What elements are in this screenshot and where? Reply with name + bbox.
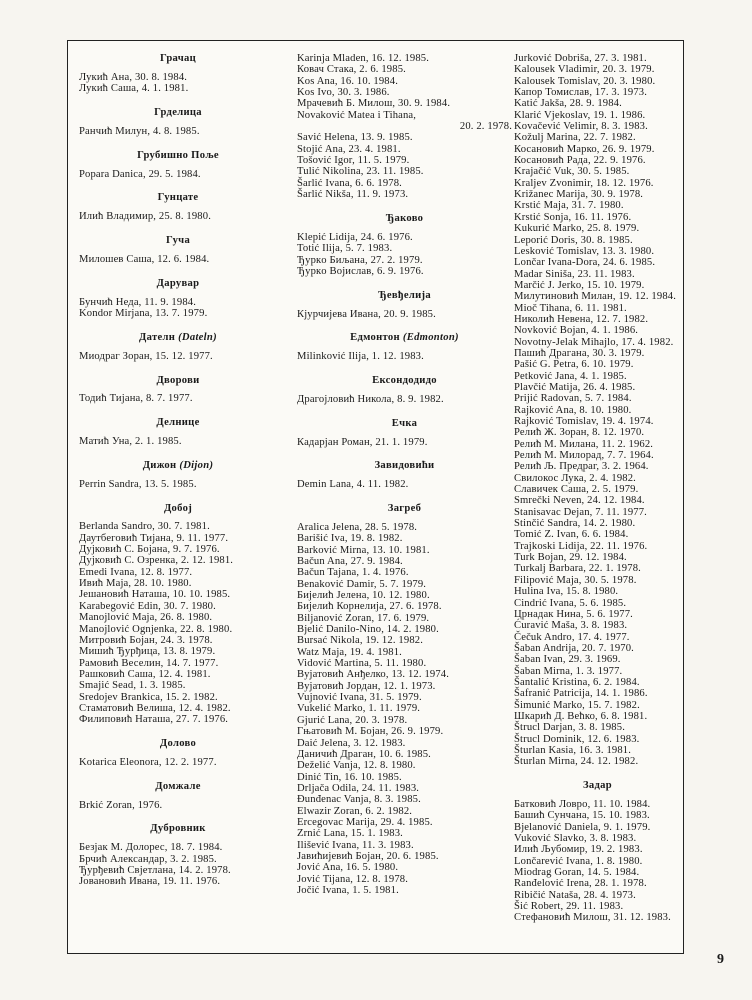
name-entry: Novković Bojan, 4. 1. 1986. xyxy=(514,325,639,337)
place-name: Дижон xyxy=(142,459,177,471)
name-entry: Manojlović Maja, 26. 8. 1980. xyxy=(79,612,213,624)
name-entry: Пашић Драгана, 30. 3. 1979. xyxy=(514,347,645,359)
name-entry: Rajković Tomislav, 19. 4. 1974. xyxy=(514,416,654,427)
name-entry: Ђурђевић Свјетлана, 14. 2. 1978. xyxy=(79,865,231,876)
name-entry: Милутиновић Милан, 19. 12. 1984. xyxy=(514,291,677,303)
name-entry: Daić Jelena, 3. 12. 1983. xyxy=(297,737,406,749)
name-entry: Kondor Mirjana, 13. 7. 1979. xyxy=(79,307,208,319)
name-entry: Стефановић Милош, 31. 12. 1983. xyxy=(514,912,671,924)
name-entry: Čečuk Andro, 17. 4. 1977. xyxy=(514,631,630,643)
name-entry: Рамовић Веселин, 14. 7. 1977. xyxy=(79,657,219,669)
name-entry: Kožulj Marina, 22. 7. 1982. xyxy=(514,132,636,144)
name-entry: Šturlan Kasia, 16. 3. 1981. xyxy=(514,744,632,756)
name-entry: Bačun Tajana, 1. 4. 1976. xyxy=(297,567,409,579)
place-name: Грубишно Поље xyxy=(137,149,219,161)
name-entry: Pašić G. Petra, 6. 10. 1979. xyxy=(514,359,634,371)
place-name: Гуча xyxy=(165,235,191,247)
name-entry: Savić Helena, 13. 9. 1985. xyxy=(297,132,413,144)
name-entry: Црнадак Нина, 5. 6. 1977. xyxy=(514,608,633,620)
place-name: Ђевђелија xyxy=(378,289,431,301)
place-name: Делнице xyxy=(156,417,200,429)
name-entry: Šturlan Mirna, 24. 12. 1982. xyxy=(514,756,639,768)
name-entry: Ђуркo Биљана, 27. 2. 1979. xyxy=(297,254,423,266)
name-entry: Klepić Lidija, 24. 6. 1976. xyxy=(297,231,413,243)
name-entry: Trajkoski Lidija, 22. 11. 1976. xyxy=(514,540,648,552)
name-entry: Јовановић Ивана, 19. 11. 1976. xyxy=(79,876,221,888)
name-entry: Филиповић Наташа, 27. 7. 1976. xyxy=(79,714,229,726)
name-entry: Кјурчијева Ивана, 20. 9. 1985. xyxy=(297,308,436,320)
place-heading xyxy=(79,53,277,64)
name-entry: Лукић Саша, 4. 1. 1981. xyxy=(79,83,189,95)
name-entry: Aralica Jelena, 28. 5. 1978. xyxy=(297,521,418,533)
name-entry: Šić Robert, 29. 11. 1983. xyxy=(514,901,624,913)
name-entry: Watz Maja, 19. 4. 1981. xyxy=(297,646,402,658)
name-entry: 20. 2. 1978. xyxy=(459,121,512,133)
name-entry: Šaban Ivan, 29. 3. 1969. xyxy=(514,654,621,666)
name-entry: Deželić Vanja, 12. 8. 1980. xyxy=(297,760,416,772)
name-entry: Мишић Ђурђица, 13. 8. 1979. xyxy=(79,646,216,658)
name-entry: Гњатовић М. Бојан, 26. 9. 1979. xyxy=(297,726,444,738)
name-entry: Vidović Martina, 5. 11. 1980. xyxy=(297,658,427,670)
name-entry: Turkalj Barbara, 22. 1. 1978. xyxy=(514,563,641,575)
name-entry: Ćuravić Maša, 3. 8. 1983. xyxy=(514,620,628,632)
name-entry: Gjurić Lana, 20. 3. 1978. xyxy=(297,714,408,726)
name-entry: Тодић Тијана, 8. 7. 1977. xyxy=(79,393,193,405)
place-heading xyxy=(79,192,277,203)
name-entry: Tulić Nikolina, 23. 11. 1985. xyxy=(297,166,424,178)
name-entry: Biljanović Zoran, 17. 6. 1979. xyxy=(297,612,430,624)
place-heading xyxy=(297,418,512,429)
place-heading xyxy=(79,332,277,343)
place-heading xyxy=(514,780,681,791)
name-entry: Berlanda Sandro, 30. 7. 1981. xyxy=(79,521,210,533)
name-entry: Релић М. Милорад, 7. 7. 1964. xyxy=(514,450,654,462)
place-heading xyxy=(79,738,277,749)
place-heading xyxy=(79,278,277,289)
name-entry: Perrin Sandra, 13. 5. 1985. xyxy=(79,478,197,490)
place-name: Загреб xyxy=(387,503,422,515)
name-entry: Štrucl Dominik, 12. 6. 1983. xyxy=(514,733,640,745)
name-entry: Karabegović Edin, 30. 7. 1980. xyxy=(79,600,216,612)
place-heading xyxy=(297,332,512,343)
name-entry: Vuković Slavko, 3. 8. 1983. xyxy=(514,833,637,845)
name-entry: Kraljev Zvonimir, 18. 12. 1976. xyxy=(514,177,654,189)
name-entry: Vujnović Ivana, 31. 5. 1979. xyxy=(297,692,422,704)
name-entry: Filipović Maja, 30. 5. 1978. xyxy=(514,574,637,586)
place-name: Завидовићи xyxy=(374,460,435,472)
place-name: Домжале xyxy=(155,780,201,792)
name-entry: Krajačić Vuk, 30. 5. 1985. xyxy=(514,166,630,178)
name-entry: Vukelić Marko, 1. 11. 1979. xyxy=(297,703,421,715)
name-entry: Marčić J. Jerko, 15. 10. 1979. xyxy=(514,279,645,291)
name-entry: Башић Сунчана, 15. 10. 1983. xyxy=(514,810,650,822)
name-entry: Стаматовић Велиша, 12. 4. 1982. xyxy=(79,702,231,714)
name-entry: Leporić Doris, 30. 8. 1985. xyxy=(514,234,633,246)
place-name: Добој xyxy=(163,502,193,514)
name-entry: Brkić Zoran, 1976. xyxy=(79,799,163,811)
name-entry: Milinković Ilija, 1. 12. 1983. xyxy=(297,351,424,363)
place-name: Дарувар xyxy=(156,277,200,289)
name-entry: Hulina Iva, 15. 8. 1980. xyxy=(514,586,619,598)
name-entry: Totić Ilija, 5. 7. 1983. xyxy=(297,243,393,255)
name-entry: Katić Jakša, 28. 9. 1984. xyxy=(514,98,622,110)
name-entry: Đunđenac Vanja, 8. 3. 1985. xyxy=(297,794,421,806)
name-entry: Smajić Sead, 1. 3. 1985. xyxy=(79,680,186,692)
name-entry: Mioč Tihana, 6. 11. 1981. xyxy=(514,302,627,314)
name-entry: Popara Danica, 29. 5. 1984. xyxy=(79,168,201,180)
place-name: Дубровник xyxy=(150,823,206,835)
name-entry: Николић Невена, 12. 7. 1982. xyxy=(514,313,649,325)
name-entry: Матић Уна, 2. 1. 1985. xyxy=(79,436,182,448)
name-entry: Дујковић С. Бојана, 9. 7. 1976. xyxy=(79,544,220,556)
name-entry: Madar Siniša, 23. 11. 1983. xyxy=(514,268,635,280)
name-entry: Cindrić Ivana, 5. 6. 1985. xyxy=(514,597,627,609)
name-entry: Брчић Александар, 3. 2. 1985. xyxy=(79,853,217,865)
place-heading xyxy=(297,290,512,301)
name-entry: Релић М. Милана, 11. 2. 1962. xyxy=(514,438,654,450)
name-entry: Bjelić Danilo-Nino, 14. 2. 1980. xyxy=(297,624,439,636)
name-entry: Smrečki Neven, 24. 12. 1984. xyxy=(514,495,645,507)
name-entry: Stinčić Sandra, 14. 2. 1980. xyxy=(514,518,636,530)
name-entry: Бијелић Корнелија, 27. 6. 1978. xyxy=(297,601,442,613)
place-heading xyxy=(297,213,512,224)
page-frame xyxy=(67,40,684,954)
name-entry: Безјак М. Долорес, 18. 7. 1984. xyxy=(79,842,223,854)
place-heading xyxy=(79,460,277,471)
name-entry: Turk Bojan, 29. 12. 1984. xyxy=(514,552,627,564)
place-heading xyxy=(79,150,277,161)
name-entry: Lončar Ivana-Dora, 24. 6. 1985. xyxy=(514,257,656,269)
name-entry: Ивић Маја, 28. 10. 1980. xyxy=(79,578,192,590)
name-entry: Бијелић Јелена, 10. 12. 1980. xyxy=(297,590,430,602)
name-entry: Šaban Andrija, 20. 7. 1970. xyxy=(514,642,634,654)
name-entry: Elwazir Zoran, 6. 2. 1982. xyxy=(297,805,413,817)
place-name: Дворови xyxy=(156,374,200,386)
name-entry: Stojić Ana, 23. 4. 1981. xyxy=(297,143,401,155)
place-latin-name: (Dateln) xyxy=(178,331,217,343)
place-heading xyxy=(79,235,277,246)
name-entry: Милошев Саша, 12. 6. 1984. xyxy=(79,253,210,265)
place-name: Долово xyxy=(159,738,197,750)
place-name: Ечка xyxy=(391,417,418,429)
name-entry: Свилокос Лука, 2. 4. 1982. xyxy=(514,472,636,484)
name-entry: Bjelanović Daniela, 9. 1. 1979. xyxy=(514,821,651,833)
place-name: Едмонтон xyxy=(350,332,400,344)
place-heading xyxy=(79,503,277,514)
name-entry: Ribičić Nataša, 28. 4. 1973. xyxy=(514,889,636,901)
name-entry: Шкарић Д. Већко, 6. 8. 1981. xyxy=(514,710,648,722)
place-heading xyxy=(79,781,277,792)
place-heading xyxy=(79,375,277,386)
name-entry: Lončarević Ivana, 1. 8. 1980. xyxy=(514,855,643,867)
name-entry: Илић Љубомир, 19. 2. 1983. xyxy=(514,844,643,856)
name-entry: Kovačević Velimir, 8. 3. 1983. xyxy=(514,121,648,133)
name-entry: Даничић Драган, 10. 6. 1985. xyxy=(297,748,431,760)
name-entry: Jočić Ivana, 1. 5. 1981. xyxy=(297,884,399,896)
place-name: Грделица xyxy=(154,107,202,119)
name-entry: Вујатовић Анђелко, 13. 12. 1974. xyxy=(297,669,450,681)
name-entry: Šimunić Marko, 15. 7. 1982. xyxy=(514,699,640,711)
name-entry: Prijić Radovan, 5. 7. 1984. xyxy=(514,393,632,405)
place-latin-name: (Edmonton) xyxy=(402,332,459,344)
name-entry: Šaban Mirna, 1. 3. 1977. xyxy=(514,665,623,677)
name-entry: Petković Jana, 4. 1. 1985. xyxy=(514,370,627,382)
name-entry: Ercegovac Marija, 29. 4. 1985. xyxy=(297,816,433,828)
place-heading xyxy=(297,375,512,386)
name-entry: Manojlović Ognjenka, 22. 8. 1980. xyxy=(79,623,233,635)
name-entry: Šantalić Kristina, 6. 2. 1984. xyxy=(514,676,640,688)
name-entry: Drljača Odila, 24. 11. 1983. xyxy=(297,782,420,794)
name-entry: Релић Ж. Зоран, 8. 12. 1970. xyxy=(514,427,645,439)
place-name: Гунцате xyxy=(157,192,199,204)
name-entry: Митровић Бојан, 24. 3. 1978. xyxy=(79,634,213,646)
name-entry: Krstić Maja, 31. 7. 1980. xyxy=(514,200,624,212)
name-entry: Ђуркo Војислав, 6. 9. 1976. xyxy=(297,265,424,277)
place-name: Ђаково xyxy=(385,212,424,224)
name-entry: Karinja Mladen, 16. 12. 1985. xyxy=(297,53,430,64)
name-entry: Šarlić Ivana, 6. 6. 1978. xyxy=(297,177,402,189)
name-entry: Šarlić Nikša, 11. 9. 1973. xyxy=(297,189,409,201)
name-entry: Lesković Tomislav, 13. 3. 1980. xyxy=(514,245,655,257)
name-entry: Kotarica Eleonora, 12. 2. 1977. xyxy=(79,756,217,768)
name-entry: Novaković Matea i Tihana, xyxy=(297,109,417,121)
name-entry: Ковач Стака, 2. 6. 1985. xyxy=(297,64,406,76)
name-entry: Дујковић С. Озренка, 2. 12. 1981. xyxy=(79,555,234,567)
name-entry: Bačun Ana, 27. 9. 1984. xyxy=(297,556,403,567)
name-entry: Релић Љ. Предраг, 3. 2. 1964. xyxy=(514,461,649,473)
name-entry: Капор Томислав, 17. 3. 1973. xyxy=(514,87,648,99)
name-entry: Tomić Z. Ivan, 6. 6. 1984. xyxy=(514,529,629,541)
place-latin-name: (Dijon) xyxy=(179,459,214,471)
name-entry: Barišić Iva, 19. 8. 1982. xyxy=(297,533,403,545)
name-entry: Sredojev Brankica, 15. 2. 1982. xyxy=(79,691,218,703)
place-heading xyxy=(79,823,277,834)
place-heading xyxy=(297,503,512,514)
name-entry: Kos Ana, 16. 10. 1984. xyxy=(297,75,398,87)
name-entry: Кадарјан Роман, 21. 1. 1979. xyxy=(297,436,428,448)
name-entry: Križanec Marija, 30. 9. 1978. xyxy=(514,189,644,201)
name-entry: Plavčić Matija, 26. 4. 1985. xyxy=(514,381,636,393)
name-entry: Драгојловић Никола, 8. 9. 1982. xyxy=(297,393,444,405)
name-entry: Мрачевић Б. Милош, 30. 9. 1984. xyxy=(297,98,451,110)
place-name: Дателн xyxy=(139,331,176,343)
name-entry: Рашковић Саша, 12. 4. 1981. xyxy=(79,668,211,680)
name-entry: Косановић Марко, 26. 9. 1979. xyxy=(514,143,655,155)
place-name: Задар xyxy=(583,780,612,792)
name-entry: Emedi Ivana, 12. 8. 1977. xyxy=(79,566,193,578)
place-name: Грачац xyxy=(159,53,196,64)
name-entry: Даутбеговић Тијана, 9. 11. 1977. xyxy=(79,532,229,544)
name-entry: Demin Lana, 4. 11. 1982. xyxy=(297,479,409,491)
name-entry: Ilišević Ivana, 11. 3. 1983. xyxy=(297,839,414,851)
name-entry: Krstić Sonja, 16. 11. 1976. xyxy=(514,211,632,223)
name-entry: Kukurić Marko, 25. 8. 1979. xyxy=(514,223,640,235)
column-left xyxy=(79,53,277,888)
place-heading xyxy=(79,107,277,118)
name-entry: Benaković Damir, 5. 7. 1979. xyxy=(297,578,427,590)
name-entry: Ranđelović Irena, 28. 1. 1978. xyxy=(514,878,647,890)
column-middle xyxy=(297,53,512,896)
name-entry: Tošović Igor, 11. 5. 1979. xyxy=(297,155,410,167)
name-entry: Klarić Vjekoslav, 19. 1. 1986. xyxy=(514,109,646,121)
name-entry: Kalousek Tomislav, 20. 3. 1980. xyxy=(514,75,656,87)
name-entry: Dinić Tin, 16. 10. 1985. xyxy=(297,771,402,783)
name-entry: Bursać Nikola, 19. 12. 1982. xyxy=(297,635,424,647)
name-entry: Лукић Ана, 30. 8. 1984. xyxy=(79,71,188,83)
name-entry: Zrnić Lana, 15. 1. 1983. xyxy=(297,828,403,840)
name-entry: Šafranić Patricija, 14. 1. 1986. xyxy=(514,688,648,700)
name-entry: Barković Mirna, 13. 10. 1981. xyxy=(297,544,430,556)
page-number: 9 xyxy=(717,952,724,967)
name-entry: Kalousek Vladimir, 20. 3. 1979. xyxy=(514,64,655,76)
column-right xyxy=(514,53,681,924)
name-entry: Бунчић Неда, 11. 9. 1984. xyxy=(79,296,197,308)
name-entry: Илић Владимир, 25. 8. 1980. xyxy=(79,211,212,223)
name-entry: Jović Tijana, 12. 8. 1978. xyxy=(297,873,409,885)
name-entry: Косановић Рада, 22. 9. 1976. xyxy=(514,155,646,167)
name-entry: Батковић Ловро, 11. 10. 1984. xyxy=(514,799,651,810)
name-entry: Миодраг Зоран, 15. 12. 1977. xyxy=(79,350,213,362)
name-entry: Novotny-Jelak Mihajlo, 17. 4. 1982. xyxy=(514,336,674,348)
name-entry: Јешановић Наташа, 10. 10. 1985. xyxy=(79,589,231,601)
name-entry: Kos Ivo, 30. 3. 1986. xyxy=(297,87,390,99)
name-entry: Jurković Dobriša, 27. 3. 1981. xyxy=(514,53,647,64)
place-heading xyxy=(79,417,277,428)
name-entry: Славичек Саша, 2. 5. 1979. xyxy=(514,484,639,496)
name-entry: Miodrag Goran, 14. 5. 1984. xyxy=(514,867,640,879)
name-entry: Rajković Ana, 8. 10. 1980. xyxy=(514,404,632,416)
name-entry: Вујатовић Јордан, 12. 1. 1973. xyxy=(297,680,436,692)
name-entry: Stanisavac Dejan, 7. 11. 1977. xyxy=(514,506,647,518)
name-entry: Jović Ana, 16. 5. 1980. xyxy=(297,862,399,874)
name-entry: Ранчић Милун, 4. 8. 1985. xyxy=(79,125,200,137)
name-entry: Štrucl Darjan, 3. 8. 1985. xyxy=(514,722,625,734)
name-entry: Јавићијевић Бојан, 20. 6. 1985. xyxy=(297,850,439,862)
place-name: Ексондодидо xyxy=(372,375,437,387)
place-heading xyxy=(297,460,512,471)
